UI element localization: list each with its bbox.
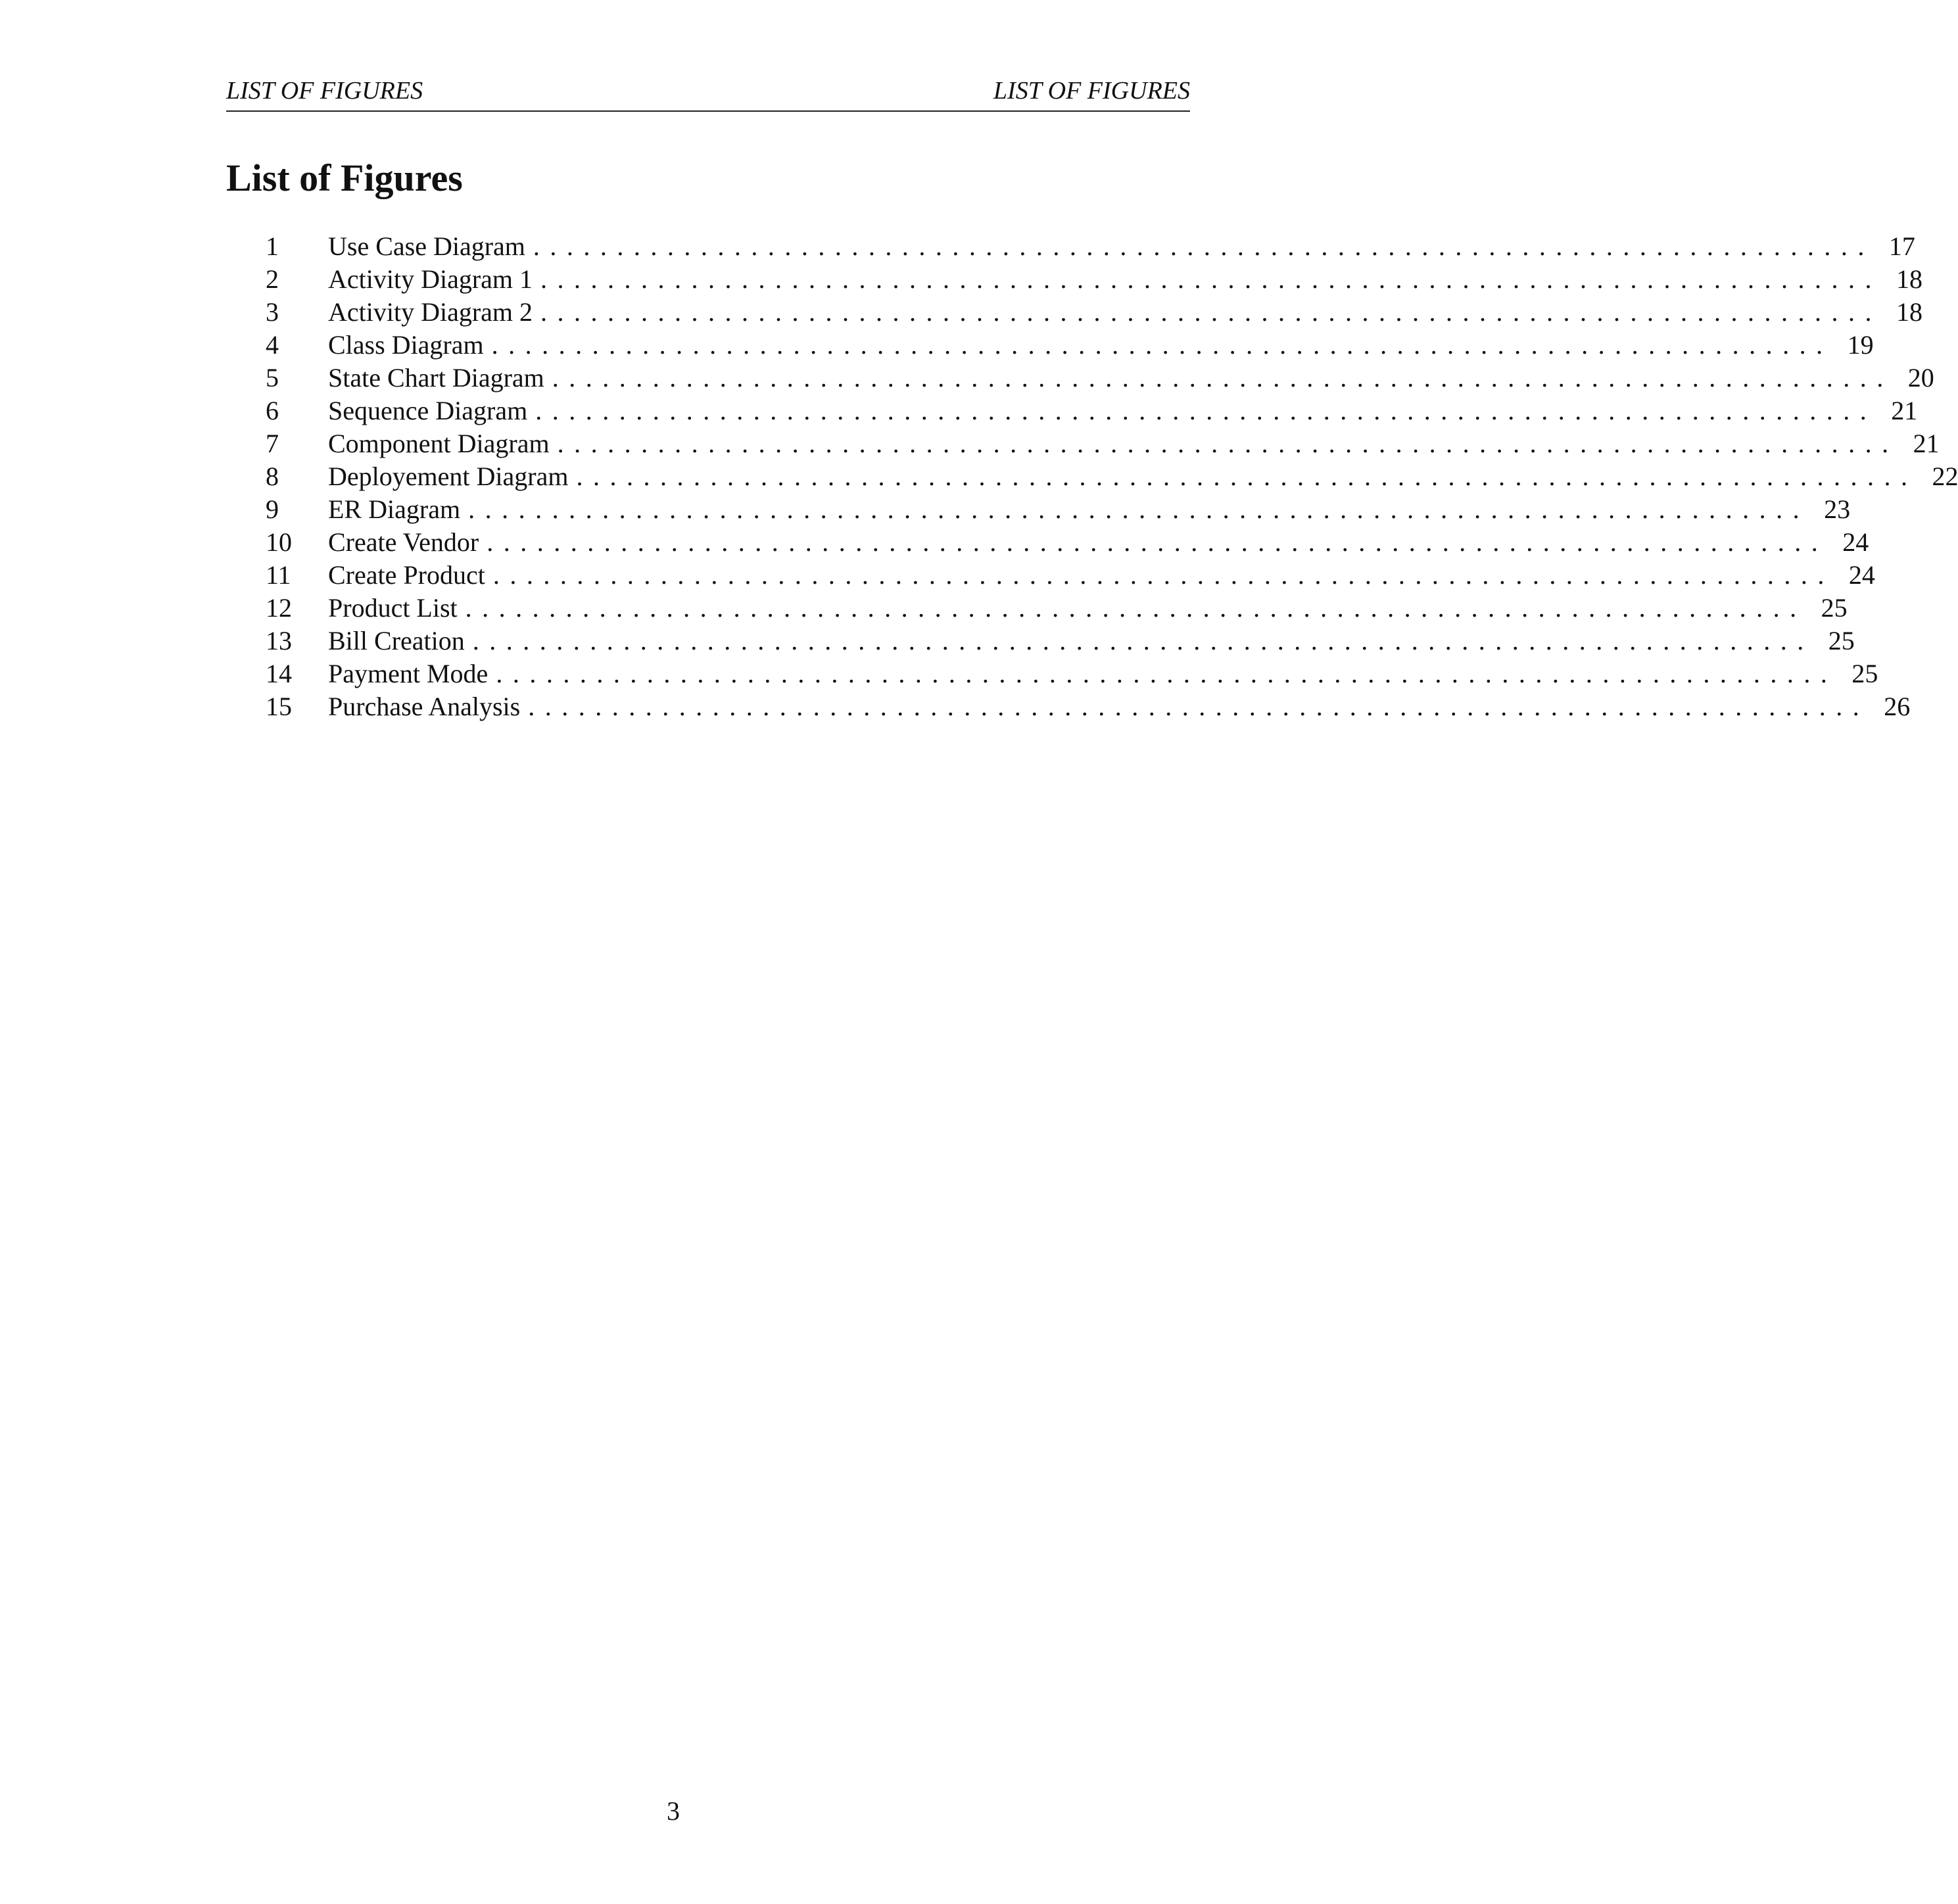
lof-entry[interactable] xyxy=(226,625,1855,657)
lof-entry-number: 12 xyxy=(266,593,292,623)
lof-entry[interactable] xyxy=(226,394,1918,427)
lof-entry-page: 25 xyxy=(1821,593,1848,623)
lof-entry-label: Class Diagram xyxy=(328,330,484,360)
lof-entry-number: 5 xyxy=(266,363,279,393)
lof-entry-label: Activity Diagram 1 xyxy=(328,264,533,294)
lof-entry[interactable] xyxy=(226,526,1869,559)
lof-entry-page: 24 xyxy=(1842,527,1869,557)
dot-leader: ................................................................................ xyxy=(533,231,1874,261)
lof-entry-label: Create Product xyxy=(328,560,485,590)
lof-entry-label: Product List xyxy=(328,593,458,623)
lof-entry-label: Use Case Diagram xyxy=(328,231,525,261)
lof-entry[interactable] xyxy=(226,657,1878,690)
lof-entry-label: Sequence Diagram xyxy=(328,396,528,425)
lof-entry-number: 2 xyxy=(266,264,279,294)
lof-entry-page: 21 xyxy=(1913,429,1940,458)
lof-entry-page: 18 xyxy=(1896,264,1923,294)
dot-leader: ................................................................................ xyxy=(552,363,1894,393)
running-header xyxy=(226,74,1190,112)
lof-entry-page: 25 xyxy=(1828,626,1855,655)
lof-entry-page: 17 xyxy=(1888,231,1915,261)
lof-entry-number: 13 xyxy=(266,626,292,655)
dot-leader: ................................................................................ xyxy=(496,659,1838,688)
lof-entry-page: 20 xyxy=(1907,363,1934,393)
dot-leader: ................................................................................ xyxy=(468,494,1810,524)
lof-entry-number: 4 xyxy=(266,330,279,360)
lof-entry-page: 25 xyxy=(1851,659,1878,688)
dot-leader: ................................................................................ xyxy=(465,593,1807,623)
list-of-figures xyxy=(226,230,1958,723)
lof-entry[interactable] xyxy=(226,592,1848,625)
dot-leader: ................................................................................ xyxy=(557,429,1899,458)
lof-entry[interactable] xyxy=(226,263,1923,296)
lof-entry-number: 10 xyxy=(266,527,292,557)
lof-entry-number: 3 xyxy=(266,297,279,327)
running-header-left: LIST OF FIGURES xyxy=(226,77,423,105)
lof-entry-number: 1 xyxy=(266,231,279,261)
lof-entry-number: 8 xyxy=(266,462,279,491)
lof-entry[interactable] xyxy=(226,460,1958,493)
lof-entry-label: Bill Creation xyxy=(328,626,465,655)
dot-leader: ................................................................................ xyxy=(540,264,1882,294)
lof-entry-page: 22 xyxy=(1932,462,1958,491)
lof-entry[interactable] xyxy=(226,362,1934,394)
lof-entry-number: 6 xyxy=(266,396,279,425)
lof-entry-page: 18 xyxy=(1896,297,1923,327)
dot-leader: ................................................................................ xyxy=(492,560,1834,590)
lof-entry-label: Payment Mode xyxy=(328,659,489,688)
lof-entry[interactable] xyxy=(226,296,1923,329)
dot-leader: ................................................................................ xyxy=(576,462,1918,491)
dot-leader: ................................................................................ xyxy=(491,330,1833,360)
lof-entry[interactable] xyxy=(226,427,1940,460)
lof-entry-number: 15 xyxy=(266,692,292,721)
lof-entry-label: Component Diagram xyxy=(328,429,550,458)
lof-entry-number: 7 xyxy=(266,429,279,458)
lof-entry-page: 19 xyxy=(1847,330,1874,360)
lof-entry-label: Purchase Analysis xyxy=(328,692,521,721)
lof-entry-label: Activity Diagram 2 xyxy=(328,297,533,327)
lof-entry[interactable] xyxy=(226,230,1915,263)
running-header-right: LIST OF FIGURES xyxy=(993,77,1190,105)
lof-entry[interactable] xyxy=(226,493,1851,526)
lof-entry-page: 23 xyxy=(1824,494,1851,524)
lof-entry[interactable] xyxy=(226,690,1911,723)
dot-leader: ................................................................................ xyxy=(535,396,1877,425)
dot-leader: ................................................................................ xyxy=(472,626,1814,655)
lof-entry-label: State Chart Diagram xyxy=(328,363,544,393)
lof-entry-page: 26 xyxy=(1884,692,1911,721)
lof-entry[interactable] xyxy=(226,329,1874,362)
lof-entry-number: 11 xyxy=(266,560,291,590)
lof-entry-label: ER Diagram xyxy=(328,494,461,524)
lof-entry-page: 24 xyxy=(1848,560,1875,590)
dot-leader: ................................................................................ xyxy=(528,692,1870,721)
page-title: List of Figures xyxy=(226,156,463,199)
lof-entry-page: 21 xyxy=(1891,396,1918,425)
page-number: 3 xyxy=(667,1796,680,1826)
lof-entry[interactable] xyxy=(226,559,1875,592)
lof-entry-number: 14 xyxy=(266,659,292,688)
lof-entry-label: Create Vendor xyxy=(328,527,479,557)
lof-entry-label: Deployement Diagram xyxy=(328,462,569,491)
lof-entry-number: 9 xyxy=(266,494,279,524)
dot-leader: ................................................................................ xyxy=(487,527,1828,557)
dot-leader: ................................................................................ xyxy=(540,297,1882,327)
